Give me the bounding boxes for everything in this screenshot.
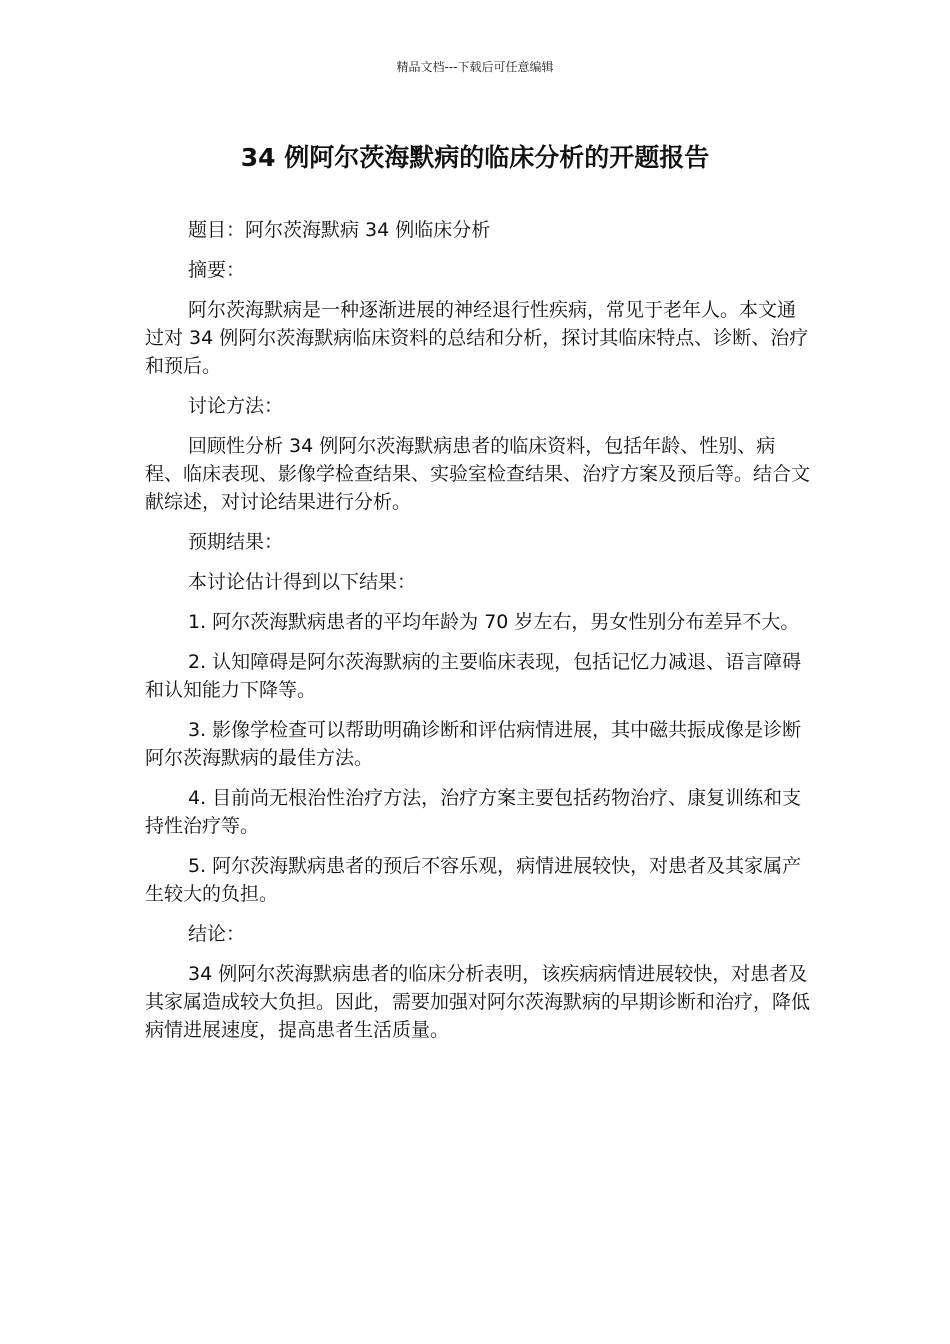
paragraph-conclusion: 34 例阿尔茨海默病患者的临床分析表明，该疾病病情进展较快，对患者及其家属造成较大负担。因此，需要加强对阿尔茨海默病的早期诊断和治疗，降低病情进展速度，提高患者生活质量。 (145, 963, 811, 1041)
list-item-result-1: 1. 阿尔茨海默病患者的平均年龄为 70 岁左右，男女性别分布差异不大。 (188, 611, 800, 633)
heading-conclusion: 结论： (188, 923, 246, 945)
list-item-result-4: 4. 目前尚无根治性治疗方法，治疗方案主要包括药物治疗、康复训练和支持性治疗等。 (145, 787, 802, 837)
list-item-result-5: 5. 阿尔茨海默病患者的预后不容乐观，病情进展较快，对患者及其家属产生较大的负担。 (145, 855, 802, 905)
document-title: 34 例阿尔茨海默病的临床分析的开题报告 (240, 143, 710, 172)
paragraph-method: 回顾性分析 34 例阿尔茨海默病患者的临床资料，包括年龄、性别、病程、临床表现、影像学检查结果、实验室检查结果、治疗方案及预后等。结合文献综述，对讨论结果进行分析。 (145, 435, 811, 513)
document-body (145, 216, 813, 1056)
heading-method: 讨论方法： (188, 395, 284, 417)
paragraph-topic: 题目：阿尔茨海默病 34 例临床分析 (188, 219, 491, 241)
heading-expected-results: 预期结果： (188, 531, 284, 553)
header-note: 精品文档---下载后可任意编辑 (396, 60, 554, 74)
heading-abstract: 摘要： (188, 259, 246, 281)
list-item-result-2: 2. 认知障碍是阿尔茨海默病的主要临床表现，包括记忆力减退、语言障碍和认知能力下降等。 (145, 651, 802, 701)
paragraph-expected-intro: 本讨论估计得到以下结果： (188, 571, 417, 593)
list-item-result-3: 3. 影像学检查可以帮助明确诊断和评估病情进展，其中磁共振成像是诊断阿尔茨海默病的最佳方法。 (145, 719, 802, 769)
paragraph-abstract: 阿尔茨海默病是一种逐渐进展的神经退行性疾病，常见于老年人。本文通过对 34 例阿尔茨海默病临床资料的总结和分析，探讨其临床特点、诊断、治疗和预后。 (145, 299, 809, 377)
